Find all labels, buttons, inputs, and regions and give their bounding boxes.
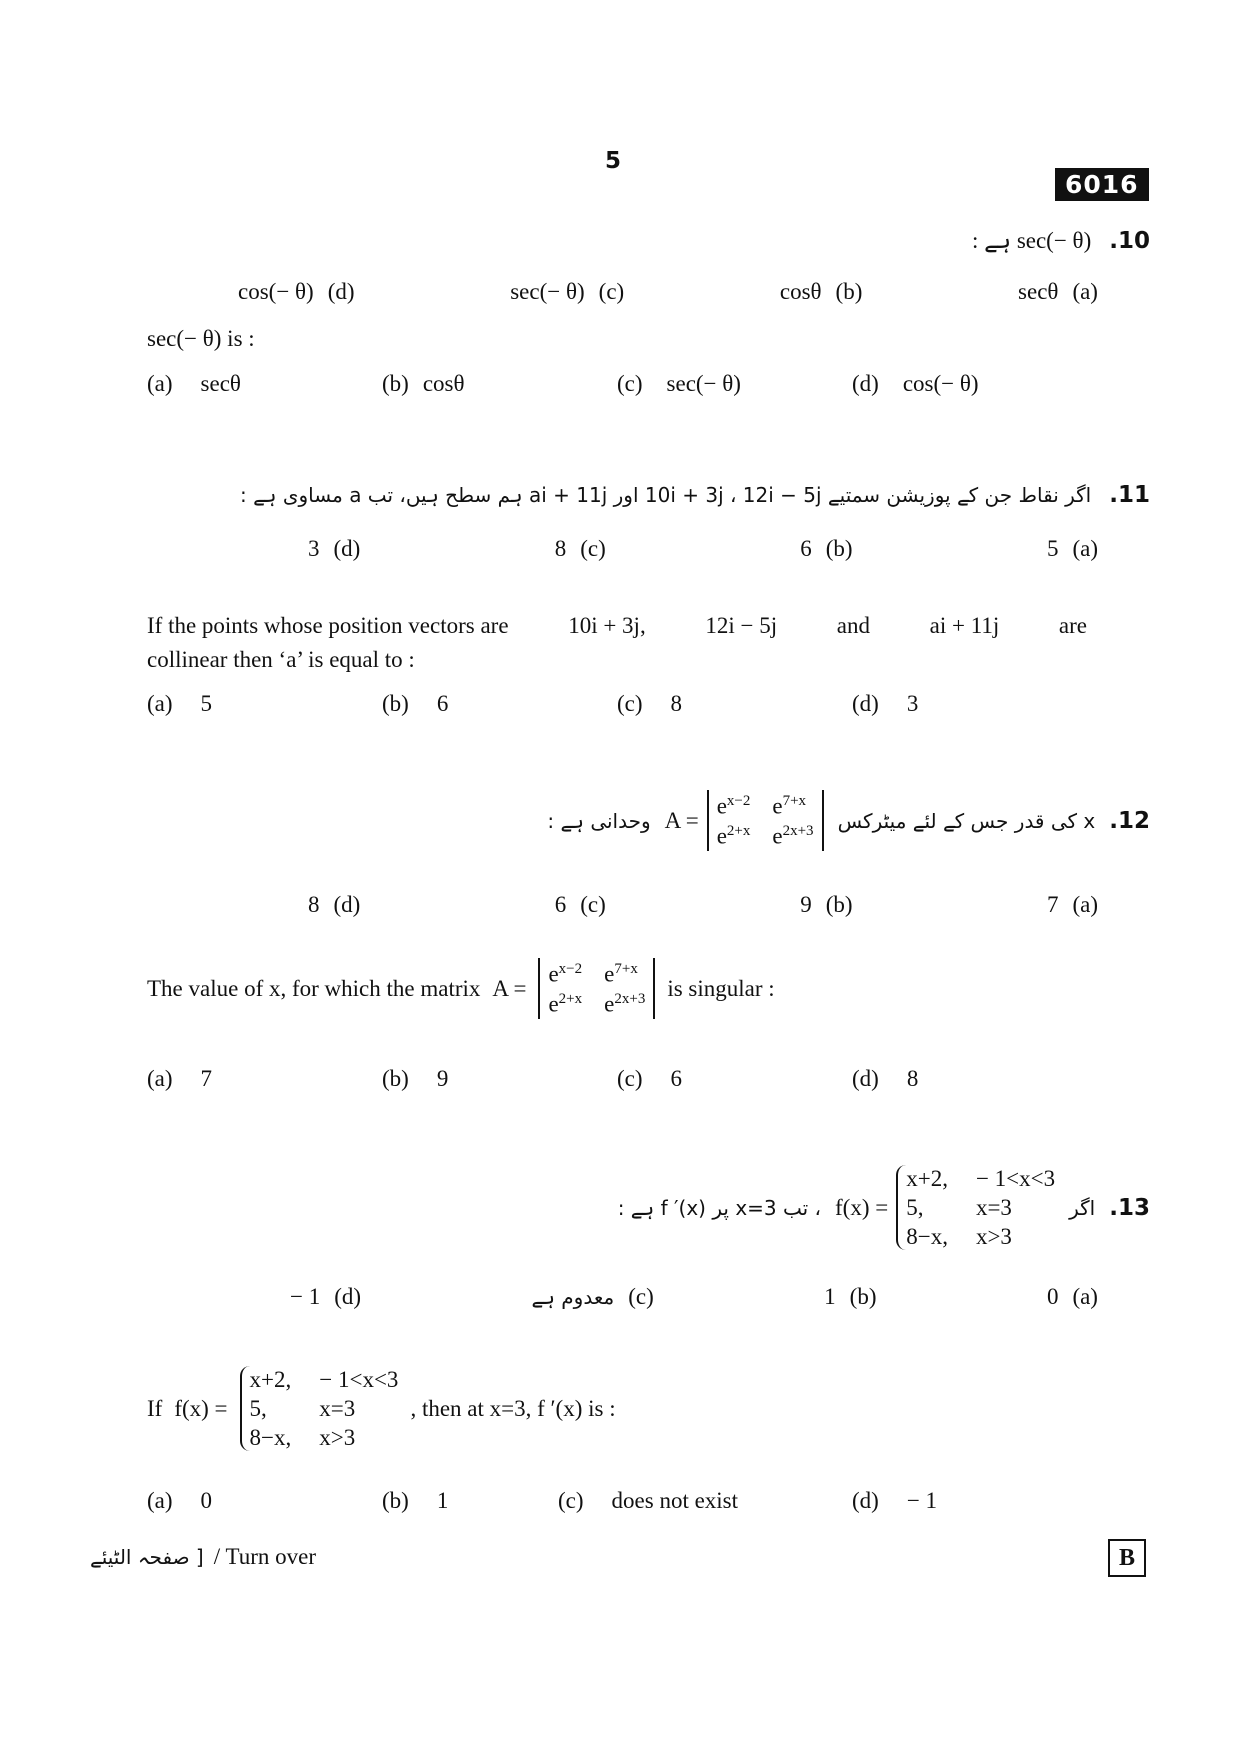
q12-urdu-opt-d-value: 8 [308, 892, 320, 917]
q13-urdu-opt-c-value: معدوم ہے [531, 1285, 615, 1309]
q11-urdu-opt-d-label: (d) [333, 536, 361, 561]
q13-urdu-opt-a-value: 0 [1046, 1284, 1059, 1309]
q13-opt-d: − 1 [906, 1488, 938, 1513]
q11-urdu-prompt: اگر نقاط جن کے پوزیشن سمتیے 10i + 3j ، 12i − 5j اور ai + 11j ہم سطح ہیں، تب a مساوی ہے : [239, 483, 1092, 507]
q11-urdu-opt-d-value: 3 [308, 536, 320, 561]
q10-urdu-opt-b-label: (b) [835, 279, 863, 304]
q12-english-line [147, 958, 775, 1019]
q12-urdu-opt-c-label: (c) [580, 892, 606, 917]
q13-urdu-piece-3-cond: x>3 [975, 1224, 1012, 1249]
q10-urdu-opt-a-value: secθ [1018, 279, 1059, 304]
q11-english-line1 [147, 614, 1087, 637]
q13-urdu-opt-a-label: (a) [1072, 1284, 1098, 1309]
q13-opt-c-label: (c) [558, 1488, 584, 1513]
q13-number: .13 [1109, 1194, 1150, 1221]
q12-urdu-opt-b-value: 9 [800, 892, 812, 917]
q12-opt-a: 7 [200, 1066, 213, 1091]
q12-opt-c-label: (c) [617, 1066, 643, 1091]
q13-urdu-piece-2-expr: 5, [906, 1195, 924, 1220]
q12-urdu-options [308, 893, 1098, 916]
q11-opt-d-label: (d) [852, 691, 879, 716]
q11-urdu-opt-c-label: (c) [580, 536, 606, 561]
q11-urdu-opt-a-value: 5 [1046, 536, 1059, 561]
q12-urdu-opt-d-label: (d) [333, 892, 361, 917]
q11-opt-a-label: (a) [147, 691, 173, 716]
series-badge: B [1108, 1539, 1146, 1577]
q13-urdu-prompt-2: ، تب x=3 پر f ′(x) ہے : [617, 1195, 822, 1220]
q11-opt-c: 8 [670, 691, 683, 716]
q11-urdu-opt-a-label: (a) [1072, 536, 1098, 561]
q13-function-label: f(x) = [174, 1396, 228, 1421]
q13-piece-1-expr: x+2, [249, 1367, 292, 1392]
q10-opt-a: secθ [200, 371, 241, 396]
q12-opt-b-label: (b) [382, 1066, 409, 1091]
q12-urdu-opt-b-label: (b) [825, 892, 853, 917]
q13-urdu-opt-b-value: 1 [824, 1284, 836, 1309]
q12-urdu-opt-a-value: 7 [1046, 892, 1059, 917]
page-number: 5 [605, 148, 622, 174]
q13-piece-2-cond: x=3 [319, 1396, 356, 1421]
q10-urdu-opt-c-value: sec(− θ) [510, 279, 585, 304]
q13-opt-d-label: (d) [852, 1488, 879, 1513]
q11-english-prompt-2: collinear then ‘a’ is equal to : [147, 647, 415, 672]
q13-urdu-opt-c-label: (c) [628, 1284, 654, 1309]
q11-are: are [1058, 613, 1087, 638]
q12-urdu-m11: $e^{x-2}$ [716, 793, 751, 819]
q12-number: .12 [1109, 807, 1150, 834]
q11-and: and [836, 613, 870, 638]
q13-urdu-piece-2-cond: x=3 [975, 1195, 1012, 1220]
footer-turn-over-text: / Turn over [213, 1544, 316, 1569]
q12-m22: $e^{2x+3}$ [604, 990, 646, 1017]
q12-urdu-opt-a-label: (a) [1072, 892, 1098, 917]
q13-piece-3-expr: 8−x, [249, 1425, 292, 1450]
q12-opt-b: 9 [436, 1066, 449, 1091]
q13-opt-a-label: (a) [147, 1488, 173, 1513]
q11-urdu-opt-b-label: (b) [825, 536, 853, 561]
q12-urdu-matrix [665, 790, 824, 851]
q12-m11: $e^{x-2}$ [548, 961, 583, 987]
q10-opt-c: sec(− θ) [666, 371, 741, 396]
q11-urdu-opt-c-value: 8 [554, 536, 567, 561]
q13-piece-2-expr: 5, [249, 1396, 267, 1421]
q10-urdu-opt-a-label: (a) [1072, 279, 1098, 304]
q10-urdu-line [972, 228, 1150, 254]
q12-opt-d: 8 [906, 1066, 919, 1091]
q11-opt-a: 5 [200, 691, 213, 716]
q13-piece-1-cond: − 1<x<3 [319, 1367, 399, 1392]
q13-urdu-opt-d-value: − 1 [290, 1284, 321, 1309]
q13-urdu-opt-b-label: (b) [849, 1284, 877, 1309]
q13-english-if: If [147, 1396, 163, 1421]
q13-urdu-prompt-1: اگر [1069, 1195, 1096, 1220]
footer-urdu-turn: [ صفحہ الٹیئے [90, 1545, 204, 1569]
q11-number: .11 [1109, 482, 1150, 508]
q12-english-prompt-1: The value of x, for which the matrix [147, 976, 481, 1002]
q11-opt-d: 3 [906, 691, 919, 716]
q10-opt-b: cosθ [422, 371, 465, 396]
q11-urdu-options [308, 537, 1098, 560]
q12-urdu-matrix-label: A = [664, 808, 699, 834]
q11-opt-b-label: (b) [382, 691, 409, 716]
q13-urdu-piece-3-expr: 8−x, [906, 1224, 948, 1249]
q13-english-line [147, 1366, 616, 1451]
q12-urdu-m22: $e^{2x+3}$ [772, 822, 814, 849]
paper-code: 6016 [1055, 168, 1149, 201]
q10-english-prompt: sec(− θ) is : [147, 326, 255, 351]
q10-urdu-opt-c-label: (c) [598, 279, 625, 304]
q13-urdu-line [618, 1165, 1150, 1250]
q11-opt-c-label: (c) [617, 691, 643, 716]
q11-english-prompt-1: If the points whose position vectors are [147, 613, 509, 638]
q12-matrix [538, 958, 655, 1019]
q11-urdu-line [240, 482, 1150, 508]
q12-opt-c: 6 [670, 1066, 683, 1091]
q13-urdu-piece-1-expr: x+2, [906, 1166, 948, 1191]
q12-opt-a-label: (a) [147, 1066, 173, 1091]
q12-urdu-m12: $e^{7+x}$ [772, 793, 807, 819]
q10-opt-d: cos(− θ) [902, 371, 979, 396]
q12-urdu-opt-c-value: 6 [554, 892, 567, 917]
footer-turn-over [90, 1545, 316, 1568]
q13-urdu-function-label: f(x) = [835, 1195, 889, 1220]
q10-opt-d-label: (d) [852, 371, 879, 396]
q13-opt-b-label: (b) [382, 1488, 409, 1513]
q10-urdu-prompt: sec(− θ) ہے : [971, 228, 1092, 253]
q13-piecewise [240, 1366, 399, 1451]
q13-opt-b: 1 [436, 1488, 449, 1513]
q11-urdu-opt-b-value: 6 [800, 536, 812, 561]
q12-opt-d-label: (d) [852, 1066, 879, 1091]
q12-english-prompt-2: is singular : [667, 976, 775, 1002]
q10-opt-a-label: (a) [147, 371, 173, 396]
q13-opt-a: 0 [200, 1488, 213, 1513]
q13-urdu-piece-1-cond: − 1<x<3 [975, 1166, 1056, 1191]
q12-urdu-line [547, 790, 1150, 851]
q11-opt-b: 6 [436, 691, 449, 716]
q10-opt-b-label: (b) [382, 371, 409, 396]
q13-piece-3-cond: x>3 [319, 1425, 356, 1450]
q11-vector-3: ai + 11j [929, 613, 1000, 638]
q13-urdu-options [290, 1285, 1098, 1308]
q10-urdu-opt-b-value: cosθ [779, 279, 822, 304]
q10-number: .10 [1109, 228, 1150, 254]
q12-urdu-prompt-1: x کی قدر جس کے لئے میٹرکس [837, 808, 1096, 833]
q12-urdu-prompt-2: وحدانی ہے : [547, 808, 651, 833]
q11-vector-1: 10i + 3j, [568, 613, 646, 638]
q13-urdu-opt-d-label: (d) [334, 1284, 362, 1309]
q13-urdu-function [835, 1165, 1055, 1250]
q12-urdu-m21: $e^{2+x}$ [716, 822, 751, 849]
q13-english-prompt-2: , then at x=3, f ′(x) is : [410, 1396, 616, 1421]
q11-vector-2: 12i − 5j [705, 613, 778, 638]
q13-opt-c: does not exist [611, 1488, 739, 1513]
q12-matrix-label: A = [492, 976, 527, 1002]
q10-urdu-opt-d-label: (d) [327, 279, 355, 304]
q10-urdu-opt-d-value: cos(− θ) [238, 279, 314, 304]
q10-opt-c-label: (c) [617, 371, 643, 396]
q10-urdu-options [238, 280, 1098, 303]
q12-m12: $e^{7+x}$ [604, 961, 638, 987]
q12-m21: $e^{2+x}$ [548, 990, 583, 1017]
